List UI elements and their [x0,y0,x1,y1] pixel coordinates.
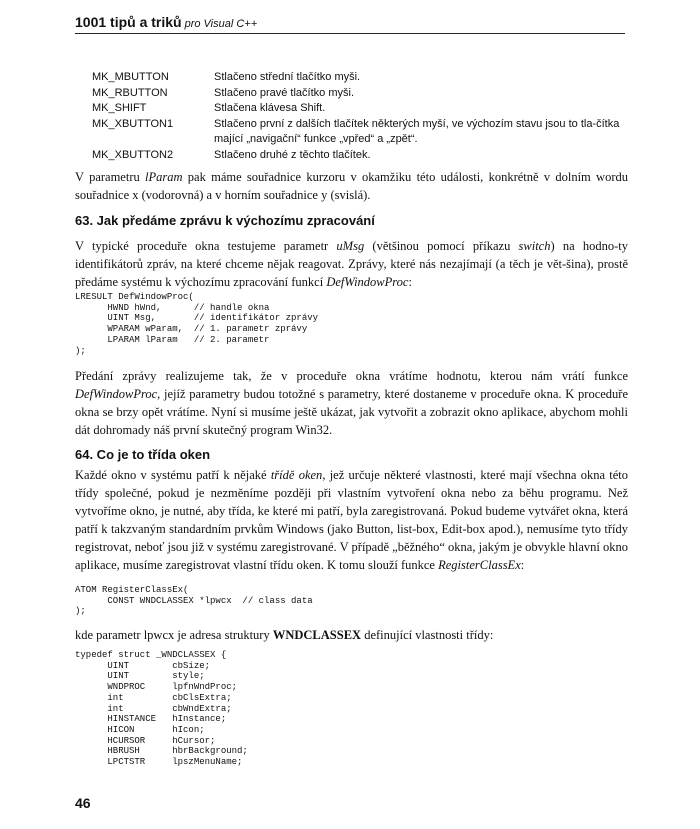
paragraph-wndclassex: kde parametr lpwcx je adresa struktury WNDCLASSEX definující vlastnosti třídy: [75,628,494,642]
table-row [75,86,630,102]
code-wndclassex-struct: typedef struct _WNDCLASSEX { UINT cbSize; UINT style; WNDPROC lpfnWndProc; int cbClsExtra; int cbWndExtra; HINSTANCE hInstance; HICON hIcon; HCURSOR hCursor; HBRUSH hbrBackground; LPCTSTR lpszMenuName; [75,650,248,768]
paragraph-window-class: Každé okno v systému patří k nějaké třídě oken, jež určuje některé vlastnosti, které mají všechna okna této třídy společné, pokud je nezměníme později při vlastním vytvoření okna nebo za běhu programu. Než vytvoříme okno, je nutné, aby třída, ke které mi patří, byla zaregistrovaná. Pokud budeme vytvářet okna, která patří k takzvaným standardním prvkům Windows (jako Button, list-box, Edit-box apod.), nemusíme tyto třídy registrovat, neboť jsou již v systému zaregistrované. V případě „běžného“ okna, jakým je obvykle hlavní okno aplikace, musíme zaregistrovat vlastní třídu oken. K tomu slouží funkce RegisterClassEx: [75,468,629,572]
flag-name: MK_XBUTTON1 [92,117,174,130]
flag-description: Stlačeno pravé tlačítko myši. [214,86,355,99]
flag-description: Stlačeno střední tlačítko myši. [214,71,361,83]
flag-name: MK_XBUTTON2 [92,148,174,161]
table-row [75,117,630,148]
flag-description: Stlačeno první z dalších tlačítek některých myší, ve výchozím stavu jsou to tla-čítka mající „navigační“ funkce „vpřed“ a „zpět“. [214,117,620,145]
paragraph-default-processing: V typické proceduře okna testujeme parametr uMsg (většinou pomocí příkazu switch) na hodno-ty identifikátorů zpráv, na které chceme nějak reagovat. Zprávy, které nás nezajímají (a těch je vět-šina), prostě předáme systému k výchozímu zpracování funkcí DefWindowProc: [75,239,628,289]
code-defwindowproc: LRESULT DefWindowProc( HWND hWnd, // handle okna UINT Msg, // identifikátor zprávy WPARAM wParam, // 1. parametr zprávy LPARAM lParam // 2. parametr ); [75,292,319,356]
mouse-flags-table [75,70,630,163]
section-heading-64: 64. Co je to třída oken [75,447,211,462]
header-rule [75,33,625,34]
running-head [75,14,257,30]
table-row [75,70,630,86]
flag-name: MK_SHIFT [92,102,147,114]
book-subtitle: pro Visual C++ [184,18,258,30]
table-row [75,148,630,164]
page-number: 46 [75,795,91,811]
flag-name: MK_RBUTTON [92,86,168,99]
paragraph-lparam: V parametru lParam pak máme souřadnice kurzoru v okamžiku této události, konkrétně v dolním wordu souřadnice x (vodorovná) a v horním souřadnice y (svislá). [75,170,628,202]
book-title: 1001 tipů a triků [75,14,182,30]
code-registerclassex: ATOM RegisterClassEx( CONST WNDCLASSEX *lpwcx // class data ); [75,585,313,617]
flag-name: MK_MBUTTON [92,71,169,83]
table-row [75,101,630,117]
section-heading-63: 63. Jak předáme zprávu k výchozímu zpracování [75,213,375,228]
flag-description: Stlačeno druhé z těchto tlačítek. [214,148,371,161]
flag-description: Stlačena klávesa Shift. [214,102,326,114]
paragraph-defwindowproc-return: Předání zprávy realizujeme tak, že v proceduře okna vrátíme hodnotu, kterou nám vrátí funkce DefWindowProc, jejíž parametry budou totožné s parametry, které dostaneme v proceduře okna. K proceduře okna se brzy opět vrátíme. Nyní si musíme ještě ukázat, jak vytvořit a zobrazit okno aplikace, abychom mohli dát dohromady náš první skutečný program Win32. [75,369,628,437]
